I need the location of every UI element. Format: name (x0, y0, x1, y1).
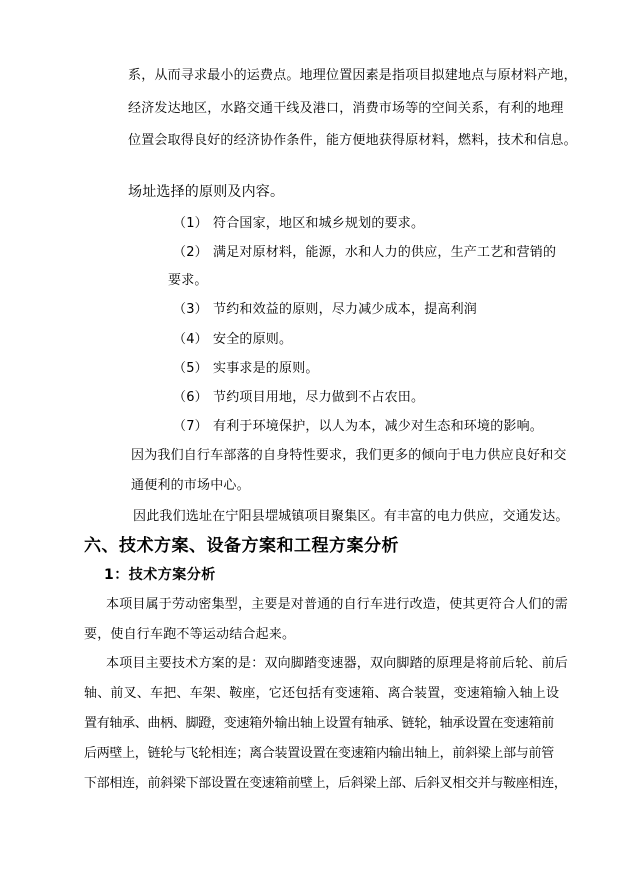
paragraph2-line-2: 通便利的市场中心。 (131, 478, 250, 493)
principle-item-6 (173, 390, 424, 406)
tech-para1-line-2: 要，使自行车跑不等运动结合起来。 (84, 627, 296, 642)
principle-item-3 (173, 302, 477, 318)
subsection-1-heading: 1：技术方案分析 (104, 567, 216, 583)
principle-item-2-continued: 要求。 (168, 273, 208, 288)
principle-item-4 (173, 332, 292, 348)
principle-text-2: 满足对原材料，能源，水和人力的供应，生产工艺和营销的 (213, 245, 557, 260)
paragraph1-line-2: 经济发达地区，水路交通干线及港口，消费市场等的空间关系，有利的地理 (128, 101, 564, 116)
tech-para2-line-1: 本项目主要技术方案的是：双向脚踏变速器，双向脚踏的原理是将前后轮、前后 (106, 656, 569, 671)
principle-num-4: （4） (173, 332, 208, 347)
principle-num-3: （3） (173, 302, 208, 317)
tech-para2-line-4: 后两壁上，链轮与飞轮相连；离合装置设置在变速箱内输出轴上，前斜梁上部与前管 (84, 746, 554, 761)
tech-para2-line-3: 置有轴承、曲柄、脚蹬，变速箱外输出轴上设置有轴承、链轮，轴承设置在变速箱前 (84, 716, 554, 731)
principle-item-1 (173, 216, 424, 232)
principle-text-7: 有利于环境保护，以人为本，减少对生态和环境的影响。 (213, 419, 544, 434)
principle-text-5: 实事求是的原则。 (213, 361, 319, 376)
paragraph2-line-1: 因为我们自行车部落的自身特性要求，我们更多的倾向于电力供应良好和交 (131, 448, 567, 463)
principle-num-5: （5） (173, 361, 208, 376)
paragraph1-line-1: 系，从而寻求最小的运费点。地理位置因素是指项目拟建地点与原材料产地， (128, 68, 577, 83)
principles-heading: 场址选择的原则及内容。 (128, 184, 285, 200)
principle-num-7: （7） (173, 419, 208, 434)
section-6-heading: 六、技术方案、设备方案和工程方案分析 (84, 536, 399, 556)
tech-para2-line-2: 轴、前叉、车把、车架、鞍座，它还包括有变速箱、离合装置，变速箱输入轴上设 (84, 686, 560, 701)
tech-para1-line-1: 本项目属于劳动密集型，主要是对普通的自行车进行改造，使其更符合人们的需 (106, 597, 569, 612)
principle-text-4: 安全的原则。 (213, 332, 293, 347)
principle-num-1: （1） (173, 216, 208, 231)
principle-num-6: （6） (173, 390, 208, 405)
paragraph1-line-3: 位置会取得良好的经济协作条件，能方便地获得原材料，燃料，技术和信息。 (128, 133, 577, 148)
principle-item-5 (173, 361, 319, 377)
principle-text-6: 节约项目用地，尽力做到不占农田。 (213, 390, 425, 405)
tech-para2-line-5: 下部相连，前斜梁下部设置在变速箱前壁上，后斜梁上部、后斜叉相交并与鞍座相连， (84, 776, 567, 791)
principle-text-3: 节约和效益的原则，尽力减少成本，提高利润 (213, 302, 478, 317)
principle-text-1: 符合国家，地区和城乡规划的要求。 (213, 216, 425, 231)
principle-item-7 (173, 419, 543, 435)
principle-num-2: （2） (173, 245, 208, 260)
principle-item-2 (173, 245, 556, 261)
paragraph3: 因此我们选址在宁阳县堽城镇项目聚集区。有丰富的电力供应，交通发达。 (133, 509, 569, 524)
